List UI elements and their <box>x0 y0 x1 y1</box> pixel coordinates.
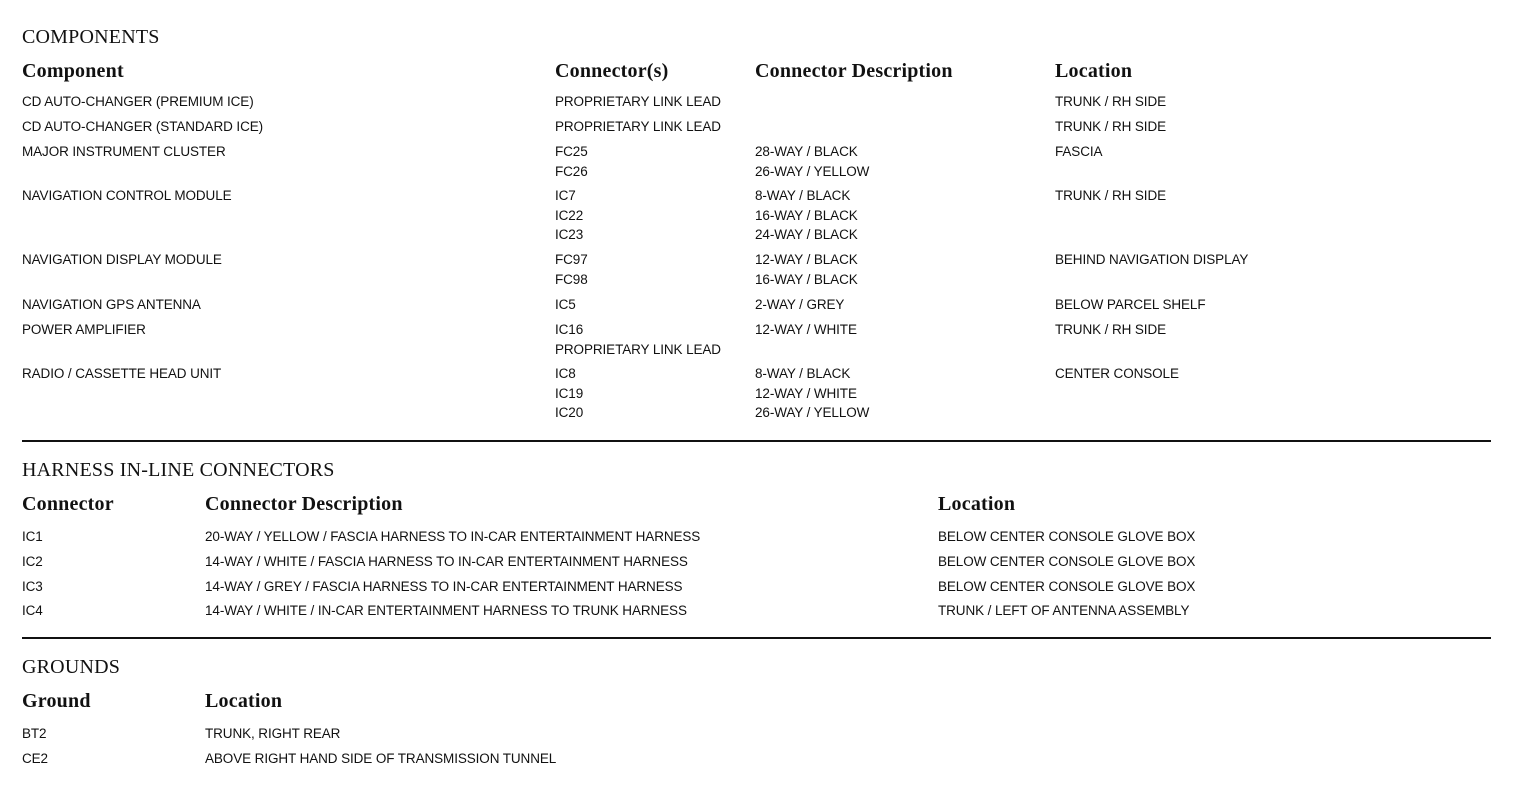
harness-header-location: Location <box>938 493 1016 515</box>
ground-id: BT2 <box>22 726 47 741</box>
component-name: MAJOR INSTRUMENT CLUSTER <box>22 144 226 159</box>
harness-description: 20-WAY / YELLOW / FASCIA HARNESS TO IN-CAR ENTERTAINMENT HARNESS <box>205 529 701 544</box>
harness-connector: IC2 <box>22 554 43 569</box>
harness-header-description: Connector Description <box>205 493 403 515</box>
section-divider <box>22 637 1491 639</box>
component-connectors-line: FC97 <box>555 252 588 267</box>
harness-location: BELOW CENTER CONSOLE GLOVE BOX <box>938 579 1196 594</box>
component-connectors-line: IC16 <box>555 322 584 337</box>
harness-location: BELOW CENTER CONSOLE GLOVE BOX <box>938 554 1196 569</box>
harness-description: 14-WAY / GREY / FASCIA HARNESS TO IN-CAR ENTERTAINMENT HARNESS <box>205 579 683 594</box>
component-connector-description-line: 8-WAY / BLACK <box>755 188 851 203</box>
section-divider <box>22 440 1491 442</box>
component-connectors: PROPRIETARY LINK LEAD <box>555 94 721 109</box>
component-connectors <box>555 320 721 359</box>
component-connector-description-line: 16-WAY / BLACK <box>755 271 858 287</box>
harness-connector: IC4 <box>22 603 43 618</box>
component-connectors-line: IC8 <box>555 366 576 381</box>
component-name: NAVIGATION DISPLAY MODULE <box>22 252 222 267</box>
component-name: RADIO / CASSETTE HEAD UNIT <box>22 366 222 381</box>
grounds-title: GROUNDS <box>22 656 121 678</box>
harness-header-connector: Connector <box>22 493 114 515</box>
component-connectors-line: IC20 <box>555 405 584 420</box>
components-title: COMPONENTS <box>22 26 160 48</box>
grounds-header-ground: Ground <box>22 690 91 712</box>
component-connectors-line: FC26 <box>555 163 588 179</box>
component-connector-description <box>755 364 869 423</box>
component-name: NAVIGATION CONTROL MODULE <box>22 188 232 203</box>
component-location: CENTER CONSOLE <box>1055 366 1179 381</box>
component-connectors-line: PROPRIETARY LINK LEAD <box>555 341 721 357</box>
component-name: POWER AMPLIFIER <box>22 322 146 337</box>
component-location: TRUNK / RH SIDE <box>1055 188 1167 203</box>
component-connector-description <box>755 142 869 181</box>
harness-title: HARNESS IN-LINE CONNECTORS <box>22 459 335 481</box>
grounds-header-location: Location <box>205 690 283 712</box>
component-connectors <box>555 186 583 245</box>
components-header-connectors: Connector(s) <box>555 60 669 82</box>
component-connector-description-line: 24-WAY / BLACK <box>755 227 858 242</box>
component-connector-description-line: 12-WAY / WHITE <box>755 385 857 401</box>
component-connector-description-line: 16-WAY / BLACK <box>755 207 858 223</box>
harness-connector: IC1 <box>22 529 43 544</box>
component-name: CD AUTO-CHANGER (PREMIUM ICE) <box>22 94 254 109</box>
component-connectors-line: FC98 <box>555 271 588 287</box>
component-location: BELOW PARCEL SHELF <box>1055 297 1206 312</box>
harness-description: 14-WAY / WHITE / IN-CAR ENTERTAINMENT HARNESS TO TRUNK HARNESS <box>205 603 687 618</box>
component-connectors: PROPRIETARY LINK LEAD <box>555 119 721 134</box>
component-connectors-line: IC19 <box>555 385 584 401</box>
harness-location: TRUNK / LEFT OF ANTENNA ASSEMBLY <box>938 603 1190 618</box>
ground-id: CE2 <box>22 751 48 766</box>
component-location: FASCIA <box>1055 144 1103 159</box>
component-location: TRUNK / RH SIDE <box>1055 94 1167 109</box>
harness-location: BELOW CENTER CONSOLE GLOVE BOX <box>938 529 1196 544</box>
harness-description: 14-WAY / WHITE / FASCIA HARNESS TO IN-CAR ENTERTAINMENT HARNESS <box>205 554 688 569</box>
ground-location: ABOVE RIGHT HAND SIDE OF TRANSMISSION TUNNEL <box>205 751 557 766</box>
component-connector-description: 2-WAY / GREY <box>755 297 845 312</box>
harness-connector: IC3 <box>22 579 43 594</box>
component-connector-description-line: 26-WAY / YELLOW <box>755 405 870 420</box>
components-header-description: Connector Description <box>755 60 953 82</box>
component-connectors-line: IC22 <box>555 207 584 223</box>
component-connector-description <box>755 186 858 245</box>
component-connector-description: 12-WAY / WHITE <box>755 322 857 337</box>
component-connector-description <box>755 250 858 289</box>
component-name: CD AUTO-CHANGER (STANDARD ICE) <box>22 119 264 134</box>
document-page <box>22 0 1492 790</box>
component-connectors: IC5 <box>555 297 576 312</box>
component-location: TRUNK / RH SIDE <box>1055 322 1167 337</box>
components-header-location: Location <box>1055 60 1133 82</box>
component-name: NAVIGATION GPS ANTENNA <box>22 297 201 312</box>
component-connectors <box>555 250 588 289</box>
component-connector-description-line: 12-WAY / BLACK <box>755 252 858 267</box>
component-connector-description-line: 8-WAY / BLACK <box>755 366 851 381</box>
component-connectors <box>555 142 588 181</box>
component-location: BEHIND NAVIGATION DISPLAY <box>1055 252 1249 267</box>
ground-location: TRUNK, RIGHT REAR <box>205 726 341 741</box>
component-connector-description-line: 28-WAY / BLACK <box>755 144 858 159</box>
components-header-component: Component <box>22 60 124 82</box>
component-connectors <box>555 364 583 423</box>
component-connectors-line: IC7 <box>555 188 576 203</box>
component-connector-description-line: 26-WAY / YELLOW <box>755 163 870 179</box>
component-location: TRUNK / RH SIDE <box>1055 119 1167 134</box>
component-connectors-line: IC23 <box>555 227 584 242</box>
component-connectors-line: FC25 <box>555 144 588 159</box>
